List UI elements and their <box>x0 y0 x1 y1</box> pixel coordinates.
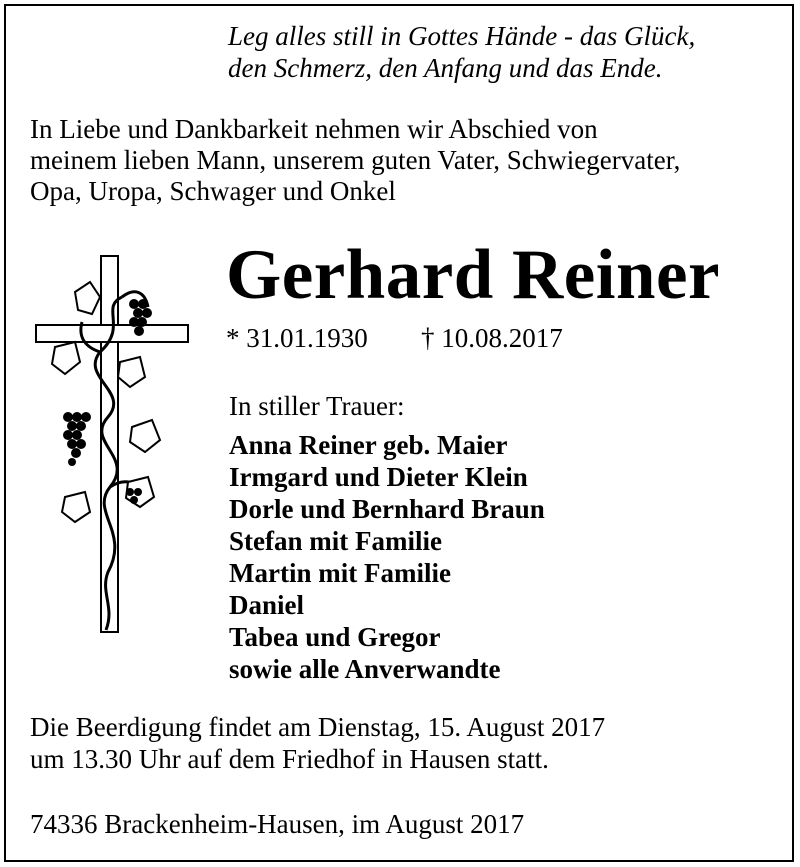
verse <box>228 20 695 84</box>
list-item: Stefan mit Familie <box>229 526 442 556</box>
intro-line: In Liebe und Dankbarkeit nehmen wir Abschied von <box>30 114 598 144</box>
death-date: † 10.08.2017 <box>421 323 563 353</box>
verse-line: Leg alles still in Gottes Hände - das Glück, <box>228 21 696 51</box>
intro-line: meinem lieben Mann, unserem guten Vater, Schwiegervater, <box>30 145 681 175</box>
list-item: Martin mit Familie <box>229 558 451 588</box>
list-item: Dorle und Bernhard Braun <box>229 494 545 524</box>
deceased-name: Gerhard Reiner <box>226 236 721 314</box>
list-item: Tabea und Gregor <box>229 622 441 652</box>
verse-line: den Schmerz, den Anfang und das Ende. <box>228 53 663 83</box>
list-item: Anna Reiner geb. Maier <box>229 430 508 460</box>
list-item: Daniel <box>229 590 305 620</box>
list-item: sowie alle Anverwandte <box>229 654 501 684</box>
mourning-heading: In stiller Trauer: <box>229 391 405 421</box>
burial-notice <box>30 711 605 775</box>
mourner-list <box>229 429 545 685</box>
intro-line: Opa, Uropa, Schwager und Onkel <box>30 176 396 206</box>
burial-line: Die Beerdigung findet am Dienstag, 15. August 2017 <box>30 712 606 742</box>
birth-date: * 31.01.1930 <box>226 323 368 353</box>
place-date: 74336 Brackenheim-Hausen, im August 2017 <box>30 809 525 839</box>
list-item: Irmgard und Dieter Klein <box>229 462 528 492</box>
cross-with-grapevine-icon <box>30 252 195 637</box>
burial-line: um 13.30 Uhr auf dem Friedhof in Hausen statt. <box>30 744 549 774</box>
intro-text <box>30 114 680 207</box>
